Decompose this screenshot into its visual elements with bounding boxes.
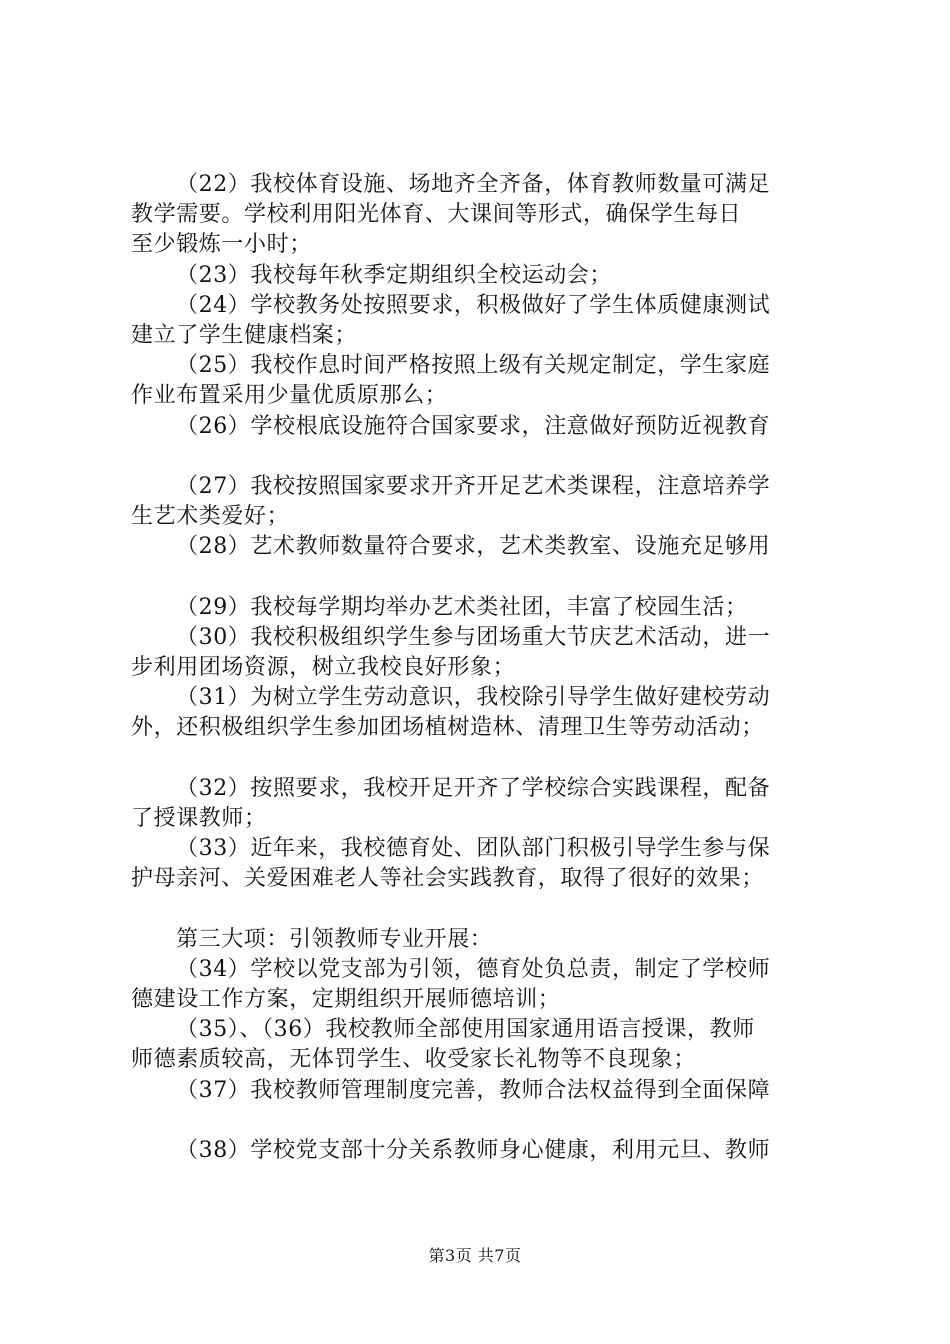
text-line: 作业布置采用少量优质原那么； bbox=[131, 383, 448, 409]
text-line: 了授课教师； bbox=[131, 805, 267, 831]
blank-line bbox=[131, 744, 851, 774]
page-number-footer: 第3页 共7页 bbox=[428, 1246, 522, 1265]
text-line: （22）我校体育设施、场地齐全齐备，体育教师数量可满足 bbox=[176, 172, 771, 197]
text-line: （37）我校教师管理制度完善，教师合法权益得到全面保障 bbox=[176, 1077, 771, 1103]
text-line: （23）我校每年秋季定期组织全校运动会； bbox=[176, 262, 612, 288]
section-heading: 第三大项：引领教师专业开展： bbox=[176, 926, 493, 952]
text-line: 德建设工作方案，定期组织开展师德培训； bbox=[131, 987, 561, 1013]
text-line: （24）学校教务处按照要求，积极做好了学生体质健康测试 bbox=[176, 292, 771, 318]
text-line: （35）、（36）我校教师全部使用国家通用语言授课，教师 bbox=[176, 1017, 755, 1043]
blank-line bbox=[131, 895, 851, 925]
text-line: （25）我校作息时间严格按照上级有关规定制定，学生家庭 bbox=[176, 353, 771, 379]
text-line: 生艺术类爱好； bbox=[131, 504, 290, 530]
text-line: （32）按照要求，我校开足开齐了学校综合实践课程，配备 bbox=[176, 775, 771, 801]
blank-line bbox=[131, 562, 851, 592]
text-line: 建立了学生健康档案； bbox=[131, 322, 358, 348]
text-line: （38）学校党支部十分关系教师身心健康，利用元旦、教师 bbox=[176, 1138, 771, 1163]
text-line: （34）学校以党支部为引领，德育处负总责，制定了学校师 bbox=[176, 956, 771, 982]
text-line: 教学需要。学校利用阳光体育、大课间等形式，确保学生每日 bbox=[131, 202, 742, 228]
text-line: （30）我校积极组织学生参与团场重大节庆艺术活动，进一 bbox=[176, 624, 771, 650]
blank-line bbox=[131, 1106, 851, 1136]
text-line: （28）艺术教师数量符合要求，艺术类教室、设施充足够用 bbox=[176, 534, 771, 560]
text-line: （26）学校根底设施符合国家要求，注意做好预防近视教育 bbox=[176, 413, 771, 439]
text-line: （31）为树立学生劳动意识，我校除引导学生做好建校劳动 bbox=[176, 685, 771, 711]
document-body bbox=[131, 170, 851, 1166]
text-line: （27）我校按照国家要求开齐开足艺术类课程，注意培养学 bbox=[176, 473, 771, 499]
text-line: （29）我校每学期均举办艺术类社团，丰富了校园生活； bbox=[176, 594, 748, 620]
text-line: 护母亲河、关爱困难老人等社会实践教育，取得了很好的效果； bbox=[131, 866, 764, 892]
blank-line bbox=[131, 442, 851, 472]
text-line: 外，还积极组织学生参加团场植树造林、清理卫生等劳动活动； bbox=[131, 715, 764, 741]
text-line: 至少锻炼一小时； bbox=[131, 232, 312, 258]
text-line: （33）近年来，我校德育处、团队部门积极引导学生参与保 bbox=[176, 836, 771, 862]
text-line: 师德素质较高，无体罚学生、收受家长礼物等不良现象； bbox=[131, 1047, 697, 1073]
text-line: 步利用团场资源，树立我校良好形象； bbox=[131, 655, 516, 680]
